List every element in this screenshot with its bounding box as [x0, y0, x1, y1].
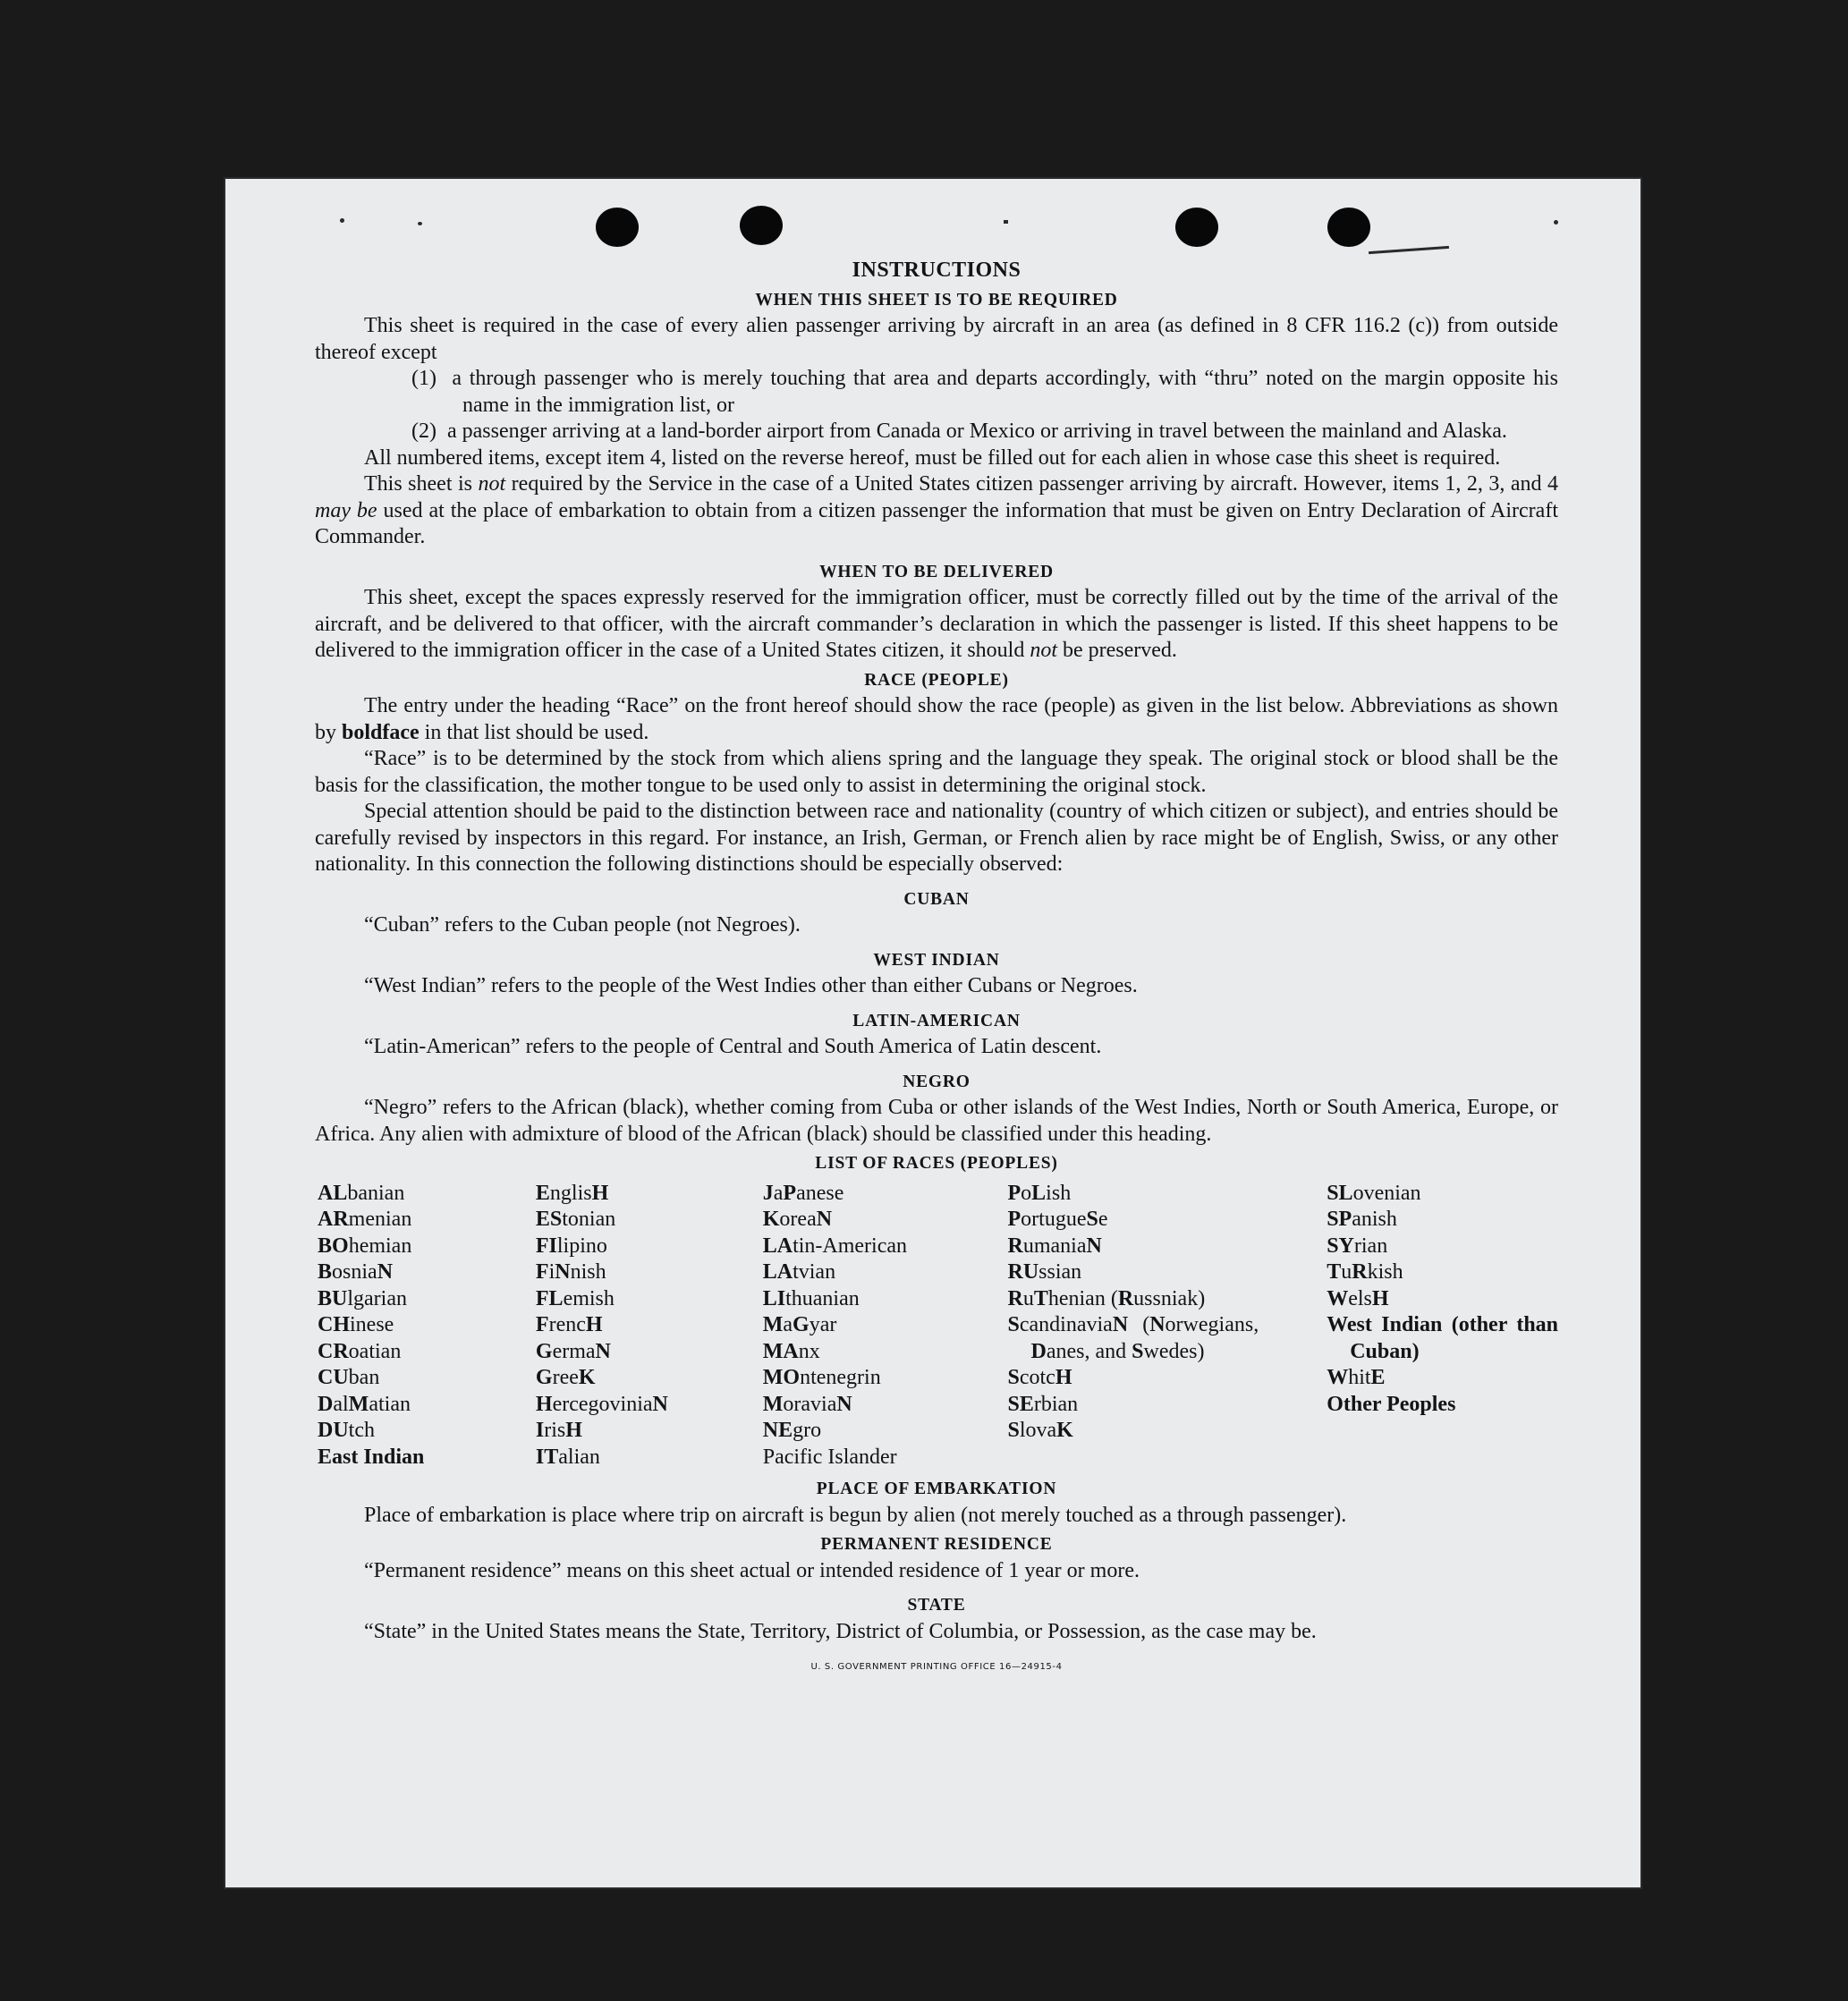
race-abbreviation: RU: [1007, 1260, 1039, 1284]
race-rest: thuanian: [785, 1286, 860, 1310]
race-entry: TuRkish: [1327, 1260, 1403, 1284]
race-entry: [536, 1207, 763, 1234]
race-entry: [763, 1234, 1008, 1260]
text: be preserved.: [1057, 639, 1177, 662]
race-abbreviation: CH: [318, 1313, 350, 1336]
item-number: (2): [411, 420, 437, 443]
race-rest: inese: [350, 1313, 394, 1336]
race-entry: HercegoviniaN: [535, 1392, 668, 1416]
race-entry: [536, 1286, 763, 1313]
race-entry: MaGyar: [762, 1313, 837, 1336]
race-entry: [536, 1234, 763, 1260]
paragraph: [315, 585, 1558, 665]
race-entry: [763, 1365, 1008, 1392]
speck: [418, 222, 422, 225]
text: The entry under the heading “Race” on the front hereof should show the race (people) as given in the list below. Abbreviations as shown by: [315, 694, 1558, 744]
heading-permanent-residence: PERMANENT RESIDENCE: [820, 1535, 1053, 1554]
race-abbreviation: FI: [535, 1234, 557, 1258]
race-rest: emish: [563, 1286, 615, 1310]
paragraph: Special attention should be paid to the distinction between race and nationality (country of which citizen or subject), and entries should be carefully revised by inspectors in this regard. For instance, an Irish, German, or French alien by race might be of English, Swiss, or any other nationality. In this connection the following distinctions should be especially observed:: [315, 800, 1558, 876]
race-entry: GermaN: [535, 1339, 611, 1363]
race-abbreviation: West Indian (other than Cuban): [1327, 1313, 1559, 1363]
item-text: a through passenger who is merely touching that area and departs accordingly, with “thru” noted on the margin opposite his name in the immigration list, or: [452, 367, 1559, 417]
race-entry: [318, 1365, 536, 1392]
race-abbreviation: DU: [318, 1419, 349, 1442]
race-rest: banian: [347, 1181, 405, 1205]
race-rest: tvian: [793, 1260, 836, 1284]
race-rest: lipino: [556, 1234, 607, 1258]
document-page: [225, 179, 1640, 1887]
race-entry: GreeK: [535, 1366, 596, 1389]
race-entry: [763, 1339, 1008, 1366]
item-number: (1): [411, 367, 437, 390]
heading-west-indian: WEST INDIAN: [873, 950, 1000, 970]
race-entry: [763, 1418, 1008, 1445]
race-abbreviation: MO: [762, 1366, 801, 1389]
race-abbreviation: SE: [1007, 1392, 1034, 1416]
paragraph: “Latin-American” refers to the people of Central and South America of Latin descent.: [364, 1035, 1102, 1058]
races-column: [536, 1181, 763, 1471]
numbered-item: [315, 366, 1558, 419]
instructions-text: [315, 258, 1558, 1681]
race-abbreviation: LA: [762, 1234, 793, 1258]
race-entry: ScandinaviaN (Norwegians, Danes, and Swedes): [1007, 1313, 1259, 1363]
emphasis: not: [478, 472, 506, 496]
text: in that list should be used.: [419, 720, 649, 744]
heading-place-of-embarkation: PLACE OF EMBARKATION: [816, 1480, 1057, 1498]
race-entry: [763, 1259, 1008, 1286]
race-entry: BosniaN: [318, 1260, 394, 1284]
numbered-item: [315, 419, 1558, 445]
race-entry: [318, 1418, 536, 1445]
page-title: INSTRUCTIONS: [852, 259, 1021, 282]
paragraph: “State” in the United States means the State, Territory, District of Columbia, or Possession, as the case may be.: [364, 1619, 1317, 1643]
race-abbreviation: SL: [1327, 1181, 1353, 1205]
heading-latin-american: LATIN-AMERICAN: [852, 1011, 1021, 1030]
race-entry: IrisH: [535, 1419, 582, 1442]
race-entry: SlovaK: [1007, 1419, 1073, 1442]
heading-race: RACE (PEOPLE): [864, 670, 1009, 690]
emphasis: not: [1030, 639, 1057, 662]
heading-when-delivered: WHEN TO BE DELIVERED: [819, 562, 1054, 581]
race-abbreviation: NE: [762, 1419, 793, 1442]
race-rest: hemian: [348, 1234, 412, 1258]
race-rest: anish: [1352, 1208, 1397, 1231]
speck: [340, 218, 344, 223]
race-entry: RumaniaN: [1007, 1234, 1102, 1258]
race-rest: alian: [558, 1445, 600, 1469]
paragraph: “Permanent residence” means on this sheet actual or intended residence of 1 year or more.: [364, 1558, 1140, 1582]
race-entry: [1327, 1234, 1558, 1260]
paragraph: This sheet is required in the case of every alien passenger arriving by aircraft in an area (as defined in 8 CFR 116.2 (c)) from outside thereof except: [315, 314, 1558, 364]
race-abbreviation: LI: [762, 1286, 786, 1310]
race-entry: [1327, 1392, 1558, 1419]
race-entry: [318, 1286, 536, 1313]
heading-state: STATE: [907, 1596, 966, 1615]
punch-hole: [596, 208, 639, 247]
races-column: [763, 1181, 1008, 1471]
race-rest: oatian: [348, 1339, 402, 1363]
paragraph: “Cuban” refers to the Cuban people (not Negroes).: [364, 913, 801, 937]
race-entry: [1327, 1181, 1558, 1208]
race-entry: RuThenian (Russniak): [1007, 1286, 1206, 1310]
race-entry: [763, 1286, 1008, 1313]
paragraph: [315, 693, 1558, 746]
race-abbreviation: East Indian: [318, 1445, 425, 1469]
race-abbreviation: ES: [535, 1208, 563, 1231]
race-abbreviation: SY: [1327, 1234, 1354, 1258]
heading-list-of-races: LIST OF RACES (PEOPLES): [815, 1154, 1058, 1173]
race-entry: KoreaN: [762, 1208, 833, 1231]
race-entry: [1327, 1312, 1558, 1365]
race-abbreviation: SP: [1327, 1208, 1352, 1231]
race-entry: MoraviaN: [762, 1392, 852, 1416]
race-entry: Pacific Islander: [762, 1445, 897, 1469]
race-rest: rbian: [1033, 1392, 1079, 1416]
printer-imprint: U. S. GOVERNMENT PRINTING OFFICE 16—24915-4: [810, 1662, 1063, 1672]
punch-hole: [1175, 208, 1218, 247]
race-rest: lgarian: [347, 1286, 407, 1310]
race-entry: EnglisH: [535, 1181, 609, 1205]
emphasis: boldface: [342, 720, 420, 744]
paragraph: [315, 471, 1558, 551]
paragraph: All numbered items, except item 4, listed on the reverse hereof, must be filled out for each alien in whose case this sheet is required.: [364, 445, 1501, 470]
races-column: [1007, 1181, 1327, 1471]
race-entry: [318, 1234, 536, 1260]
paragraph: “Negro” refers to the African (black), whether coming from Cuba or other islands of the West Indies, North or South America, Europe, or Africa. Any alien with admixture of blood of the African (black) should be classified under this heading.: [315, 1096, 1558, 1146]
race-abbreviation: IT: [535, 1445, 559, 1469]
race-entry: JaPanese: [762, 1181, 844, 1205]
race-entry: ScotcH: [1007, 1366, 1072, 1389]
paragraph: “West Indian” refers to the people of the West Indies other than either Cubans or Negroes.: [364, 974, 1138, 997]
race-abbreviation: FL: [535, 1286, 564, 1310]
race-entry: DalMatian: [318, 1392, 411, 1416]
race-rest: ssian: [1038, 1260, 1082, 1284]
race-abbreviation: BU: [318, 1286, 348, 1310]
punch-hole: [1327, 208, 1370, 247]
text: used at the place of embarkation to obtain from a citizen passenger the information that must be given on Entry Declaration of Aircraft Commander.: [315, 498, 1558, 548]
races-list: [315, 1181, 1558, 1471]
heading-when-required: WHEN THIS SHEET IS TO BE REQUIRED: [755, 290, 1118, 309]
race-entry: WhitE: [1327, 1366, 1386, 1389]
races-column: [315, 1181, 536, 1471]
race-abbreviation: AR: [318, 1208, 349, 1231]
heading-cuban: CUBAN: [903, 889, 970, 909]
race-rest: nx: [798, 1339, 820, 1363]
race-rest: ntenegrin: [800, 1366, 881, 1389]
race-entry: [318, 1445, 536, 1471]
race-entry: [318, 1339, 536, 1366]
race-entry: [536, 1445, 763, 1471]
race-rest: ban: [348, 1366, 380, 1389]
race-abbreviation: LA: [762, 1260, 793, 1284]
speck: [1004, 220, 1008, 224]
emphasis: may be: [315, 498, 377, 522]
race-entry: [318, 1207, 536, 1234]
race-abbreviation: AL: [318, 1181, 348, 1205]
race-entry: [318, 1312, 536, 1339]
race-abbreviation: CU: [318, 1366, 349, 1389]
race-entry: [1327, 1207, 1558, 1234]
race-entry: [1007, 1259, 1259, 1286]
race-abbreviation: MA: [762, 1339, 799, 1363]
pen-mark: [1369, 246, 1449, 254]
race-rest: gro: [793, 1419, 822, 1442]
race-rest: tonian: [562, 1208, 616, 1231]
race-entry: PortugueSe: [1007, 1208, 1108, 1231]
race-rest: tch: [348, 1419, 375, 1442]
heading-negro: NEGRO: [903, 1072, 971, 1091]
race-entry: [318, 1181, 536, 1208]
race-abbreviation: CR: [318, 1339, 349, 1363]
race-rest: rian: [1353, 1234, 1388, 1258]
paragraph: Place of embarkation is place where trip on aircraft is begun by alien (not merely touched as a through passenger).: [364, 1503, 1347, 1527]
race-entry: FrencH: [535, 1313, 603, 1336]
text: This sheet, except the spaces expressly reserved for the immigration officer, must be correctly filled out by the time of the arrival of the aircraft, and be delivered to that officer, with the aircraft commander’s declaration in which the passenger is listed. If this sheet happens to be delivered to the immigration officer in the case of a United States citizen, it should: [315, 586, 1558, 662]
race-entry: PoLish: [1007, 1181, 1072, 1205]
race-entry: WelsH: [1327, 1286, 1389, 1310]
race-rest: ovenian: [1352, 1181, 1421, 1205]
race-rest: tin-American: [793, 1234, 908, 1258]
race-abbreviation: Other Peoples: [1327, 1392, 1456, 1416]
race-entry: FiNnish: [535, 1260, 606, 1284]
race-rest: menian: [348, 1208, 412, 1231]
item-text: a passenger arriving at a land-border airport from Canada or Mexico or arriving in travel between the mainland and Alaska.: [446, 420, 1507, 443]
race-abbreviation: BO: [318, 1234, 349, 1258]
text: required by the Service in the case of a United States citizen passenger arriving by aircraft. However, items 1, 2, 3, and 4: [505, 472, 1558, 496]
paragraph: “Race” is to be determined by the stock from which aliens spring and the language they speak. The original stock or blood shall be the basis for the classification, the mother tongue to be used only to assist in determining the original stock.: [315, 747, 1558, 797]
races-column: [1327, 1181, 1558, 1471]
text: This sheet is: [364, 472, 479, 496]
speck: [1554, 220, 1558, 225]
race-entry: [1007, 1392, 1259, 1419]
punch-hole: [740, 206, 783, 245]
